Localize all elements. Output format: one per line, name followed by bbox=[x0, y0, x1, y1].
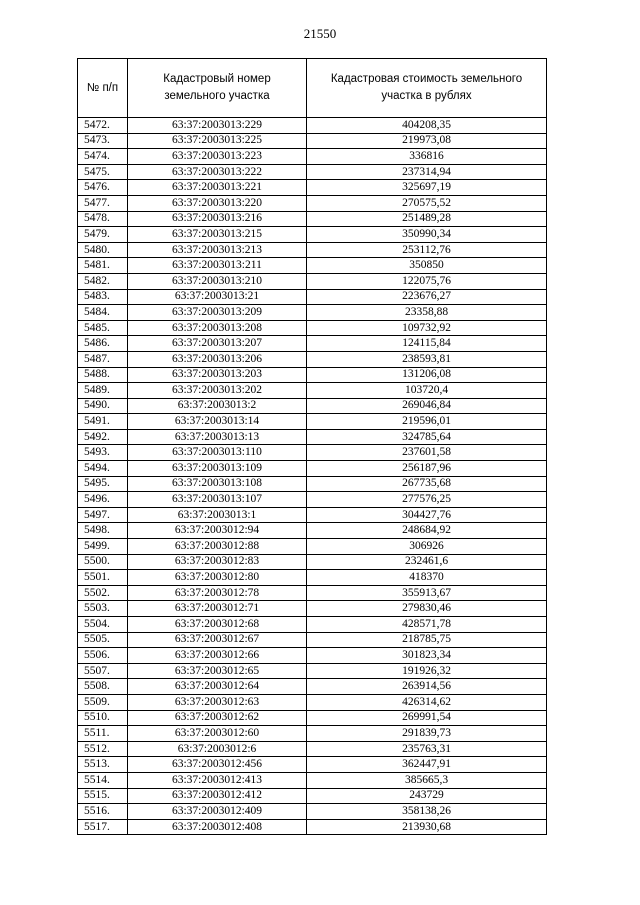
cell-cadastral-value: 122075,76 bbox=[307, 273, 547, 289]
cell-cadastral-number: 63:37:2003013:229 bbox=[128, 118, 307, 134]
table-row bbox=[78, 710, 547, 726]
cell-cadastral-number: 63:37:2003013:1 bbox=[128, 507, 307, 523]
table-row bbox=[78, 211, 547, 227]
cell-row-number: 5508. bbox=[78, 679, 128, 695]
cell-row-number: 5516. bbox=[78, 804, 128, 820]
cell-cadastral-value: 109732,92 bbox=[307, 320, 547, 336]
cell-cadastral-number: 63:37:2003012:64 bbox=[128, 679, 307, 695]
table-row bbox=[78, 772, 547, 788]
cell-row-number: 5485. bbox=[78, 320, 128, 336]
cell-cadastral-value: 232461,6 bbox=[307, 554, 547, 570]
cell-row-number: 5493. bbox=[78, 445, 128, 461]
cell-row-number: 5479. bbox=[78, 227, 128, 243]
cell-cadastral-number: 63:37:2003013:210 bbox=[128, 273, 307, 289]
cell-cadastral-number: 63:37:2003012:412 bbox=[128, 788, 307, 804]
cell-cadastral-value: 277576,25 bbox=[307, 492, 547, 508]
cell-cadastral-number: 63:37:2003013:220 bbox=[128, 195, 307, 211]
cell-row-number: 5515. bbox=[78, 788, 128, 804]
cell-cadastral-number: 63:37:2003013:222 bbox=[128, 164, 307, 180]
cell-cadastral-value: 304427,76 bbox=[307, 507, 547, 523]
cell-row-number: 5476. bbox=[78, 180, 128, 196]
table-row bbox=[78, 180, 547, 196]
table-row bbox=[78, 679, 547, 695]
cell-cadastral-number: 63:37:2003013:211 bbox=[128, 258, 307, 274]
cell-cadastral-value: 324785,64 bbox=[307, 429, 547, 445]
cell-row-number: 5502. bbox=[78, 585, 128, 601]
table-row bbox=[78, 258, 547, 274]
cell-row-number: 5472. bbox=[78, 118, 128, 134]
cell-cadastral-number: 63:37:2003012:67 bbox=[128, 632, 307, 648]
table-row bbox=[78, 429, 547, 445]
table-row bbox=[78, 289, 547, 305]
table-row bbox=[78, 632, 547, 648]
cell-row-number: 5478. bbox=[78, 211, 128, 227]
cell-cadastral-number: 63:37:2003013:202 bbox=[128, 383, 307, 399]
table-row bbox=[78, 227, 547, 243]
cell-cadastral-number: 63:37:2003012:68 bbox=[128, 617, 307, 633]
table-header bbox=[78, 59, 547, 118]
cell-row-number: 5509. bbox=[78, 694, 128, 710]
cell-cadastral-number: 63:37:2003013:108 bbox=[128, 476, 307, 492]
cell-cadastral-value: 362447,91 bbox=[307, 757, 547, 773]
cell-cadastral-value: 270575,52 bbox=[307, 195, 547, 211]
cell-row-number: 5474. bbox=[78, 149, 128, 165]
cell-row-number: 5513. bbox=[78, 757, 128, 773]
cell-cadastral-number: 63:37:2003012:66 bbox=[128, 648, 307, 664]
cell-cadastral-value: 237601,58 bbox=[307, 445, 547, 461]
header-cadastral-value: Кадастровая стоимость земельного участка в рублях bbox=[307, 59, 547, 118]
cell-cadastral-number: 63:37:2003013:14 bbox=[128, 414, 307, 430]
cell-cadastral-value: 336816 bbox=[307, 149, 547, 165]
cell-cadastral-value: 23358,88 bbox=[307, 305, 547, 321]
cell-row-number: 5501. bbox=[78, 570, 128, 586]
cell-cadastral-value: 253112,76 bbox=[307, 242, 547, 258]
cell-cadastral-number: 63:37:2003012:71 bbox=[128, 601, 307, 617]
cell-row-number: 5482. bbox=[78, 273, 128, 289]
cell-row-number: 5511. bbox=[78, 726, 128, 742]
cell-cadastral-value: 404208,35 bbox=[307, 118, 547, 134]
cell-cadastral-value: 243729 bbox=[307, 788, 547, 804]
cell-cadastral-value: 267735,68 bbox=[307, 476, 547, 492]
cell-row-number: 5494. bbox=[78, 461, 128, 477]
cell-cadastral-value: 418370 bbox=[307, 570, 547, 586]
cell-cadastral-number: 63:37:2003012:65 bbox=[128, 663, 307, 679]
cell-row-number: 5473. bbox=[78, 133, 128, 149]
header-row bbox=[78, 59, 547, 118]
cell-cadastral-number: 63:37:2003012:409 bbox=[128, 804, 307, 820]
cell-cadastral-value: 251489,28 bbox=[307, 211, 547, 227]
cell-cadastral-value: 256187,96 bbox=[307, 461, 547, 477]
cell-cadastral-number: 63:37:2003013:216 bbox=[128, 211, 307, 227]
land-value-table bbox=[77, 58, 547, 835]
table-row bbox=[78, 351, 547, 367]
cell-cadastral-number: 63:37:2003012:78 bbox=[128, 585, 307, 601]
cell-cadastral-number: 63:37:2003013:213 bbox=[128, 242, 307, 258]
cell-cadastral-value: 350990,34 bbox=[307, 227, 547, 243]
cell-cadastral-value: 223676,27 bbox=[307, 289, 547, 305]
cell-row-number: 5490. bbox=[78, 398, 128, 414]
cell-cadastral-number: 63:37:2003013:223 bbox=[128, 149, 307, 165]
table-row bbox=[78, 539, 547, 555]
cell-row-number: 5489. bbox=[78, 383, 128, 399]
cell-cadastral-value: 269991,54 bbox=[307, 710, 547, 726]
cell-cadastral-number: 63:37:2003013:203 bbox=[128, 367, 307, 383]
cell-cadastral-number: 63:37:2003012:413 bbox=[128, 772, 307, 788]
cell-cadastral-number: 63:37:2003013:2 bbox=[128, 398, 307, 414]
cell-row-number: 5499. bbox=[78, 539, 128, 555]
cell-row-number: 5487. bbox=[78, 351, 128, 367]
table-row bbox=[78, 414, 547, 430]
cell-cadastral-number: 63:37:2003012:63 bbox=[128, 694, 307, 710]
cell-cadastral-value: 301823,34 bbox=[307, 648, 547, 664]
table-row bbox=[78, 741, 547, 757]
cell-cadastral-value: 238593,81 bbox=[307, 351, 547, 367]
cell-cadastral-value: 306926 bbox=[307, 539, 547, 555]
cell-row-number: 5506. bbox=[78, 648, 128, 664]
cell-cadastral-value: 325697,19 bbox=[307, 180, 547, 196]
table-row bbox=[78, 694, 547, 710]
cell-cadastral-value: 213930,68 bbox=[307, 819, 547, 835]
cell-cadastral-number: 63:37:2003012:6 bbox=[128, 741, 307, 757]
page-number: 21550 bbox=[303, 26, 337, 41]
table-row bbox=[78, 648, 547, 664]
cell-row-number: 5486. bbox=[78, 336, 128, 352]
cell-row-number: 5484. bbox=[78, 305, 128, 321]
cell-cadastral-value: 428571,78 bbox=[307, 617, 547, 633]
table-row bbox=[78, 492, 547, 508]
cell-cadastral-number: 63:37:2003013:13 bbox=[128, 429, 307, 445]
cell-cadastral-number: 63:37:2003013:225 bbox=[128, 133, 307, 149]
cell-row-number: 5500. bbox=[78, 554, 128, 570]
cell-cadastral-value: 269046,84 bbox=[307, 398, 547, 414]
cell-cadastral-value: 131206,08 bbox=[307, 367, 547, 383]
cell-cadastral-value: 385665,3 bbox=[307, 772, 547, 788]
cell-row-number: 5496. bbox=[78, 492, 128, 508]
table-row bbox=[78, 726, 547, 742]
table-row bbox=[78, 398, 547, 414]
cell-row-number: 5507. bbox=[78, 663, 128, 679]
table-row bbox=[78, 383, 547, 399]
table-row bbox=[78, 663, 547, 679]
table-row bbox=[78, 617, 547, 633]
table-row bbox=[78, 757, 547, 773]
cell-cadastral-value: 350850 bbox=[307, 258, 547, 274]
table-row bbox=[78, 195, 547, 211]
cell-row-number: 5475. bbox=[78, 164, 128, 180]
table-row bbox=[78, 788, 547, 804]
cell-row-number: 5480. bbox=[78, 242, 128, 258]
table-row bbox=[78, 118, 547, 134]
cell-row-number: 5481. bbox=[78, 258, 128, 274]
cell-row-number: 5517. bbox=[78, 819, 128, 835]
cell-row-number: 5505. bbox=[78, 632, 128, 648]
cell-cadastral-number: 63:37:2003013:107 bbox=[128, 492, 307, 508]
table-row bbox=[78, 320, 547, 336]
cell-row-number: 5491. bbox=[78, 414, 128, 430]
cell-cadastral-value: 358138,26 bbox=[307, 804, 547, 820]
table-row bbox=[78, 476, 547, 492]
table-row bbox=[78, 367, 547, 383]
cell-cadastral-number: 63:37:2003012:83 bbox=[128, 554, 307, 570]
cell-row-number: 5504. bbox=[78, 617, 128, 633]
cell-row-number: 5514. bbox=[78, 772, 128, 788]
table-row bbox=[78, 133, 547, 149]
cell-cadastral-number: 63:37:2003012:80 bbox=[128, 570, 307, 586]
cell-cadastral-value: 237314,94 bbox=[307, 164, 547, 180]
cell-row-number: 5503. bbox=[78, 601, 128, 617]
header-cadastral-number: Кадастровый номер земельного участка bbox=[128, 59, 307, 118]
cell-cadastral-value: 235763,31 bbox=[307, 741, 547, 757]
cell-row-number: 5492. bbox=[78, 429, 128, 445]
table-row bbox=[78, 242, 547, 258]
cell-row-number: 5477. bbox=[78, 195, 128, 211]
cell-row-number: 5510. bbox=[78, 710, 128, 726]
cell-cadastral-number: 63:37:2003013:208 bbox=[128, 320, 307, 336]
cell-cadastral-number: 63:37:2003013:221 bbox=[128, 180, 307, 196]
cell-row-number: 5483. bbox=[78, 289, 128, 305]
cell-row-number: 5488. bbox=[78, 367, 128, 383]
cell-cadastral-number: 63:37:2003012:94 bbox=[128, 523, 307, 539]
table-row bbox=[78, 336, 547, 352]
cell-row-number: 5495. bbox=[78, 476, 128, 492]
table-row bbox=[78, 507, 547, 523]
table-body bbox=[78, 118, 547, 835]
cell-cadastral-number: 63:37:2003012:60 bbox=[128, 726, 307, 742]
cell-cadastral-number: 63:37:2003012:456 bbox=[128, 757, 307, 773]
cell-cadastral-number: 63:37:2003012:62 bbox=[128, 710, 307, 726]
cell-cadastral-value: 279830,46 bbox=[307, 601, 547, 617]
table-row bbox=[78, 819, 547, 835]
table-row bbox=[78, 149, 547, 165]
cell-row-number: 5512. bbox=[78, 741, 128, 757]
cell-cadastral-value: 291839,73 bbox=[307, 726, 547, 742]
cell-row-number: 5498. bbox=[78, 523, 128, 539]
table-row bbox=[78, 554, 547, 570]
table-row bbox=[78, 601, 547, 617]
table-row bbox=[78, 445, 547, 461]
cell-cadastral-number: 63:37:2003013:21 bbox=[128, 289, 307, 305]
cell-row-number: 5497. bbox=[78, 507, 128, 523]
cell-cadastral-value: 218785,75 bbox=[307, 632, 547, 648]
cell-cadastral-number: 63:37:2003012:88 bbox=[128, 539, 307, 555]
cell-cadastral-number: 63:37:2003013:207 bbox=[128, 336, 307, 352]
cell-cadastral-value: 426314,62 bbox=[307, 694, 547, 710]
cell-cadastral-number: 63:37:2003013:110 bbox=[128, 445, 307, 461]
cell-cadastral-number: 63:37:2003013:109 bbox=[128, 461, 307, 477]
cell-cadastral-value: 124115,84 bbox=[307, 336, 547, 352]
table-row bbox=[78, 570, 547, 586]
table-row bbox=[78, 273, 547, 289]
table-row bbox=[78, 523, 547, 539]
cell-cadastral-number: 63:37:2003012:408 bbox=[128, 819, 307, 835]
table-row bbox=[78, 461, 547, 477]
cell-cadastral-number: 63:37:2003013:209 bbox=[128, 305, 307, 321]
cell-cadastral-value: 103720,4 bbox=[307, 383, 547, 399]
cell-cadastral-number: 63:37:2003013:215 bbox=[128, 227, 307, 243]
table-row bbox=[78, 305, 547, 321]
cell-cadastral-value: 248684,92 bbox=[307, 523, 547, 539]
cell-cadastral-value: 219596,01 bbox=[307, 414, 547, 430]
table-row bbox=[78, 164, 547, 180]
cell-cadastral-value: 355913,67 bbox=[307, 585, 547, 601]
table-row bbox=[78, 585, 547, 601]
cell-cadastral-value: 263914,56 bbox=[307, 679, 547, 695]
table-row bbox=[78, 804, 547, 820]
cell-cadastral-value: 191926,32 bbox=[307, 663, 547, 679]
cell-cadastral-number: 63:37:2003013:206 bbox=[128, 351, 307, 367]
header-row-number: № п/п bbox=[78, 59, 128, 118]
cell-cadastral-value: 219973,08 bbox=[307, 133, 547, 149]
